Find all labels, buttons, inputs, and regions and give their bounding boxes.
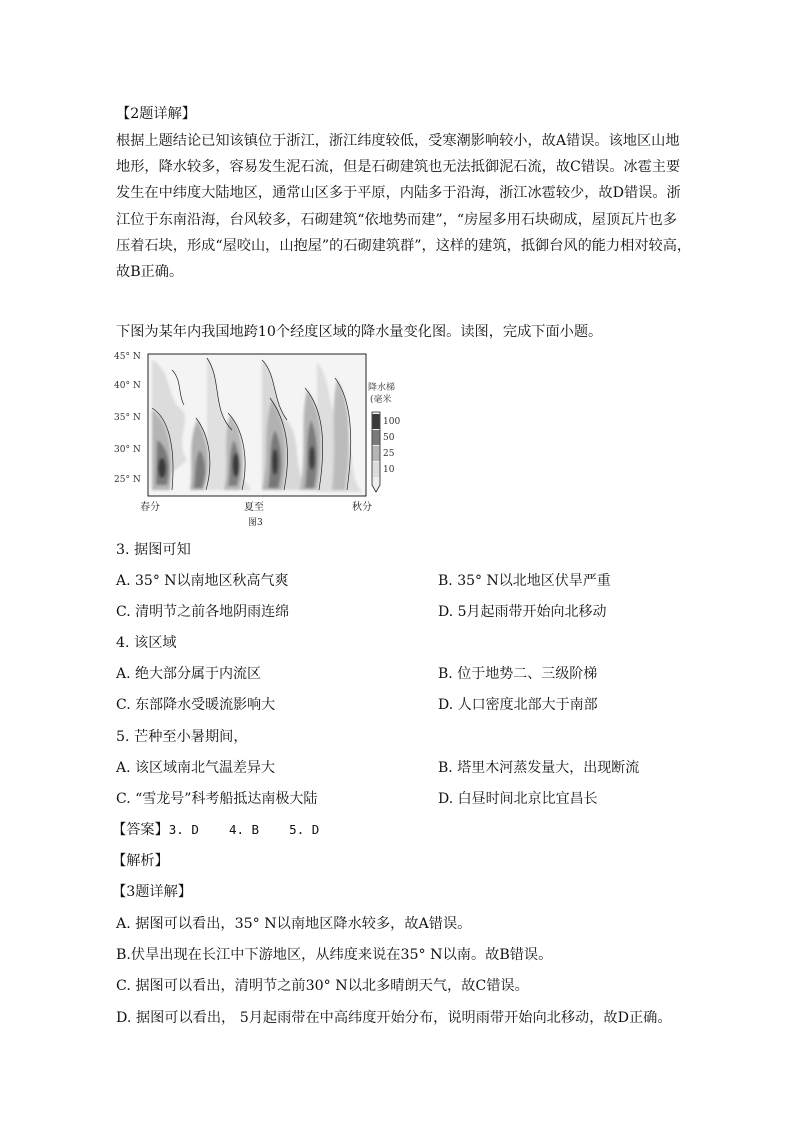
- q2-line: 江位于东南沿海，台风较多，石砌建筑“依地势而建”，“房屋多用石块砌成，屋顶瓦片也多: [116, 211, 677, 228]
- question-5-option-c: C. “雪龙号”科考船抵达南极大陆: [116, 791, 318, 807]
- q3-line-d: D. 据图可以看出， 5月起雨带在中高纬度开始分布，说明雨带开始向北移动，故D正确。: [116, 1010, 672, 1026]
- figure-intro: 下图为某年内我国地跨10个经度区域的降水量变化图。读图，完成下面小题。: [116, 324, 603, 340]
- q3-line-b: B.伏旱出现在长江中下游地区，从纬度来说在35° N以南。故B错误。: [116, 947, 553, 963]
- q3-heading: 【3题详解】: [112, 884, 192, 900]
- question-5-stem: 5. 芒种至小暑期间，: [116, 729, 248, 745]
- question-4-option-a: A. 绝大部分属于内流区: [116, 666, 262, 682]
- question-3-stem: 3. 据图可知: [116, 542, 191, 558]
- y-label-45: 45° N: [114, 352, 141, 362]
- q2-explanation: [116, 128, 692, 285]
- q3-line-c: C. 据图可以看出，清明节之前30° N以北多晴朗天气，故C错误。: [116, 978, 529, 994]
- q2-line: 发生在中纬度大陆地区，通常山区多于平原，内陆多于沿海，浙江冰雹较少，故D错误。浙: [116, 185, 681, 202]
- q3-line-a: A. 据图可以看出，35° N以南地区降水较多，故A错误。: [116, 916, 472, 932]
- analysis-label: 【解析】: [112, 853, 169, 869]
- q2-line: 地形，降水较多，容易发生泥石流，但是石砌建筑也无法抵御泥石流，故C错误。冰雹主要: [116, 159, 681, 176]
- question-3-option-c: C. 清明节之前各地阴雨连绵: [116, 604, 290, 620]
- x-label-summer-solstice: 夏至: [244, 502, 264, 513]
- legend-swatch-10: [373, 462, 380, 477]
- legend-swatch-50: [373, 430, 380, 445]
- y-label-35: 35° N: [114, 413, 141, 423]
- q2-line: 故B正确。: [116, 264, 184, 281]
- y-label-25: 25° N: [114, 475, 141, 485]
- contour-plot: [148, 354, 366, 496]
- legend-value-50: 50: [383, 433, 395, 443]
- legend-swatch-25: [373, 446, 380, 461]
- legend-value-10: 10: [383, 465, 395, 475]
- question-5-option-b: B. 塔里木河蒸发量大，出现断流: [438, 760, 640, 776]
- y-label-40: 40° N: [114, 381, 141, 391]
- x-label-spring-equinox: 春分: [140, 502, 160, 513]
- q2-heading: 【2题详解】: [116, 106, 196, 122]
- y-label-30: 30° N: [114, 445, 141, 455]
- question-3-option-d: D. 5月起雨带开始向北移动: [438, 604, 607, 620]
- answer-values: 3. D 4. B 5. D: [168, 822, 320, 837]
- question-5-option-a: A. 该区域南北气温差异大: [116, 760, 276, 776]
- precipitation-figure: [112, 350, 402, 530]
- legend-value-25: 25: [383, 449, 395, 459]
- question-4-stem: 4. 该区域: [116, 635, 177, 651]
- q2-line: 压着石块，形成“屋咬山，山抱屋”的石砌建筑群”，这样的建筑，抵御台风的能力相对较高，: [116, 237, 692, 254]
- answer-label: 【答案】: [112, 822, 169, 838]
- question-3-option-a: A. 35° N以南地区秋高气爽: [116, 573, 289, 589]
- x-label-autumn-equinox: 秋分: [352, 502, 372, 513]
- question-3-option-b: B. 35° N以北地区伏旱严重: [438, 573, 611, 589]
- legend: [368, 381, 400, 492]
- legend-title: 降水梯: [368, 383, 396, 393]
- legend-value-100: 100: [383, 417, 401, 427]
- answer-line: [112, 820, 319, 840]
- q2-line: 根据上题结论已知该镇位于浙江，浙江纬度较低，受寒潮影响较小，故A错误。该地区山地: [116, 133, 680, 149]
- figure-caption: 图3: [248, 518, 263, 528]
- question-5-option-d: D. 白昼时间北京比宜昌长: [438, 791, 598, 807]
- question-4-option-d: D. 人口密度北部大于南部: [438, 697, 598, 713]
- legend-swatch-100: [373, 414, 380, 429]
- legend-unit: (毫米: [370, 395, 392, 405]
- question-4-option-c: C. 东部降水受暖流影响大: [116, 697, 276, 713]
- question-4-option-b: B. 位于地势二、三级阶梯: [438, 666, 598, 682]
